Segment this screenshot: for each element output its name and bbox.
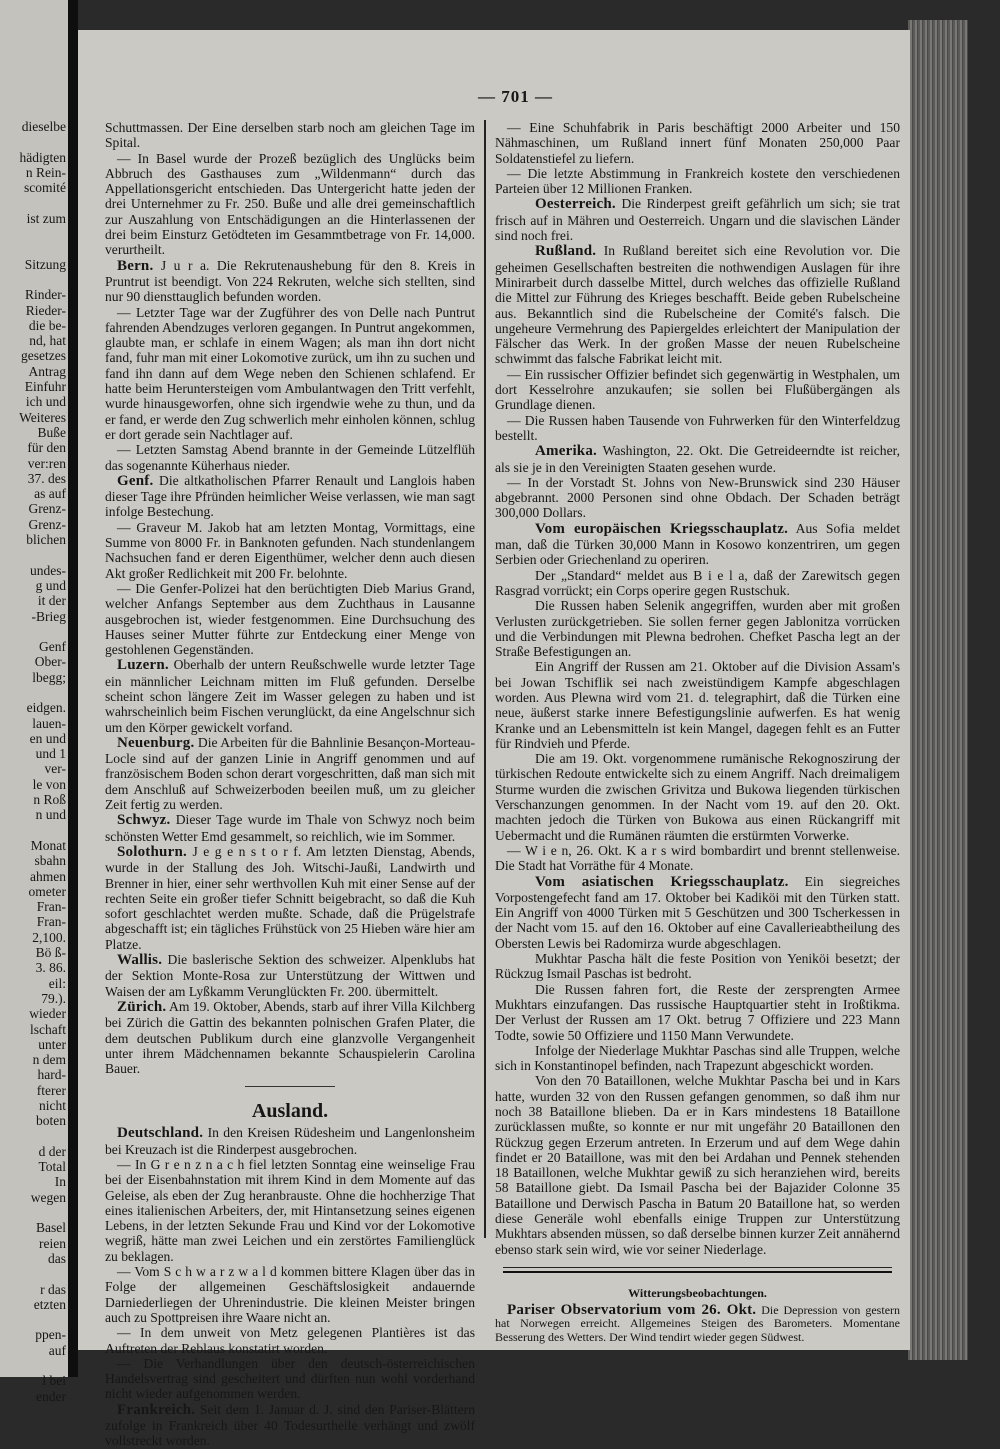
fragment-line: en und [29, 730, 66, 746]
fragment-line: In [54, 1174, 66, 1190]
fragment-line: das [48, 1250, 66, 1266]
fragment-line: Buße [37, 424, 66, 440]
article-dateline: Vom europäischen Kriegsschauplatz. [535, 520, 789, 537]
article-paragraph [495, 598, 900, 659]
weather-lead: Pariser Observatorium vom 26. Okt. [507, 1301, 757, 1318]
fragment-line: Einfuhr [24, 379, 66, 395]
fragment-line: die be- [28, 317, 66, 333]
fragment-line: n dem [32, 1052, 66, 1068]
fragment-line [19, 1205, 66, 1220]
fragment-line: auf [48, 1342, 66, 1358]
fragment-line: lbegg; [32, 669, 66, 685]
article-text: Die baslerische Sektion des schweizer. Alpenklubs hat der Sektion Monte-Rosa zur Unterstützung der Wittwen und Waisen der am Lyßkamm Verunglückten Fr. 200. übermittelt. [105, 952, 475, 999]
fragment-line: ist zum [26, 210, 66, 226]
right-column [495, 120, 900, 1344]
fragment-line: reien [39, 1235, 66, 1251]
article-paragraph [495, 475, 900, 521]
article-paragraph [495, 659, 900, 751]
article-paragraph [105, 844, 475, 952]
article-text: Von den 70 Bataillonen, welche Mukhtar Pascha bei und in Kars hatte, wurden 32 von den Russen gefangen genommen, so daß ihm nur noch 38 Bataillone blieben. Da er in Kars mindestens 18 Bataillone zurücklassen mußte, so konnte er nur mit ungefähr 20 Bataillonen den Rückzug gegen Erzerum antreten. In Erzerum und auf dem Wege dahin findet er 20 Bataillone, was mit den bei Ardahan und Pennek stehenden 18 Bataillonen, welche Mukhtar gewiß zu sich heranziehen wird, bereits 58 Bataillone giebt. Da Ismail Pascha bei der Bajazider Colonne 35 Bataillone und Derwisch Pascha in Batum 20 Bataillone hat, so werden diese Generäle wohl ebenfalls einige Truppen zur Unterstützung Mukhtars absenden müssen, so daß derselbe binnen kurzer Zeit annähernd ebenso stark sein wird, wie vor seiner Niederlage. [495, 1073, 900, 1257]
fragment-line: ender [36, 1388, 66, 1404]
article-paragraph [495, 951, 900, 982]
article-paragraph [105, 1402, 475, 1449]
article-text: Washington, 22. Okt. Die Getreideerndte ist reicher, als sie je in den Vereinigten Staaten gesehen wurde. [495, 443, 900, 475]
fragment-line: Basel [36, 1220, 66, 1236]
article-text: J e g e n s t o r f. Am letzten Dienstag, Abends, wurde in der Stallung des Joh. Witschi-Jaußi, Landwirth und Brenner in hier, einer sehr werthvollen Kuh mit einer Sense auf der rechten Seite ein großer tiefer Schnitt beigebracht, so daß die Kuh sofort geschlachtet werden mußte. Schade, daß die Prügelstrafe abgeschafft ist; ein tägliches Frühstück von 25 Hieben wäre hier am Platze. [105, 843, 475, 952]
adjacent-page-text [19, 119, 66, 1404]
fragment-line [19, 1129, 66, 1144]
adjacent-page-fragment [0, 0, 70, 1404]
article-paragraph [105, 473, 475, 520]
article-paragraph [495, 843, 900, 874]
article-dateline: Wallis. [117, 952, 163, 969]
article-paragraph [495, 1073, 900, 1257]
fragment-line: eidgen. [26, 700, 66, 716]
fragment-line: boten [36, 1113, 66, 1129]
fragment-line: 37. des [27, 470, 66, 486]
fragment-line [19, 547, 66, 562]
fragment-line: Weiteres [19, 409, 66, 425]
article-paragraph [105, 1157, 475, 1264]
article-text: Die altkatholischen Pfarrer Renault und Langlois haben dieser Tage ihre Pfründen heimlicher Weise verlassen, wie man sagt infolge Bestechung. [105, 472, 475, 520]
article-paragraph [495, 243, 900, 366]
article-text: Die Russen haben Selenik angegriffen, wurden aber mit großen Verlusten zurückgetrieben. Sie sollen ferner gegen Jablonitza vorrücken und die Verbindungen mit Plewna bedrohen. Chefket Pascha legt an der Straße Befestigungen an. [495, 598, 900, 660]
weather-report [495, 1301, 901, 1345]
article-text: Oberhalb der untern Reußschwelle wurde letzter Tage ein männlicher Leichnam mitten im Fluß gefunden. Derselbe scheint schon längere Zeit im Wasser gelegen zu haben und ist wahrscheinlich beim Fischen verunglückt, da eine Angelschnur sich um den Körper gewickelt vorfand. [105, 657, 475, 735]
fragment-line: Fran- [36, 914, 66, 930]
fragment-line: ahmen [30, 868, 66, 884]
article-dateline: Vom asiatischen Kriegsschauplatz. [535, 873, 789, 890]
article-dateline: Luzern. [117, 657, 169, 674]
article-text: Der „Standard“ meldet aus B i e l a, daß der Zarewitsch gegen Rasgrad vorrückt; ein Corps operire gegen Rustschuk. [495, 567, 900, 598]
fragment-line: le von [32, 776, 66, 792]
article-text: — Die Genfer-Polizei hat den berüchtigten Dieb Marius Grand, welcher Anfangs September aus dem Zuchthaus in Lausanne ausgebrochen ist, wieder festgenommen. Eine Durchsuchung des Hauses seiner Mutter führte zur Entdeckung einer Menge von gestohlenen Gegenständen. [105, 580, 475, 658]
fragment-line: ver:ren [27, 455, 66, 471]
article-text: Aus Sofia meldet man, daß die Türken 30,000 Mann in Kosowo konzentriren, um gegen Serbien oder Griechenland zu operiren. [495, 520, 900, 568]
fragment-line: ver- [44, 761, 66, 777]
fragment-line: undes- [30, 562, 66, 578]
fragment-line: sbahn [34, 853, 66, 869]
article-paragraph [105, 735, 475, 812]
article-text: Infolge der Niederlage Mukhtar Paschas sind alle Truppen, welche sich in Konstantinopel befinden, nach Trapezunt abgeschickt worden. [495, 1042, 900, 1074]
article-paragraph [495, 166, 900, 197]
article-text: Mukhtar Pascha hält die feste Position von Yeniköi besetzt; der Rückzug Ismail Paschas ist bedroht. [495, 951, 900, 982]
article-text: Dieser Tage wurde im Thale von Schwyz noch beim schönsten Wetter Emd gesammelt, so reichlich, wie im Sommer. [105, 812, 475, 844]
article-text: — Die Russen haben Tausende von Fuhrwerken für den Winterfeldzug bestellt. [495, 412, 900, 443]
article-dateline: Schwyz. [117, 812, 171, 829]
article-paragraph [105, 812, 475, 844]
article-paragraph [105, 1264, 475, 1325]
article-paragraph [105, 1356, 475, 1402]
article-paragraph [105, 258, 475, 305]
fragment-line: lschaft [30, 1021, 66, 1037]
fragment-line [19, 195, 66, 210]
article-text: — W i e n, 26. Okt. K a r s wird bombardirt und brennt stellenweise. Die Stadt hat Vorräthe für 4 Monate. [495, 842, 900, 874]
fragment-line: Antrag [28, 363, 66, 379]
article-text: — Graveur M. Jakob hat am letzten Montag, Vormittags, eine Summe von 8000 Fr. in Banknoten gefunden. Nach stundenlangem Nachsuchen fand er deren Eigenthümer, welcher denn auch diesen Akt großer Redlichkeit mit 200 Fr. belohnte. [105, 519, 475, 581]
fragment-line: für den [27, 440, 66, 456]
ausland-articles [105, 1125, 475, 1448]
fragment-line: g und [35, 577, 66, 593]
left-column-articles [105, 120, 475, 1076]
fragment-line: -Brieg [31, 608, 66, 624]
article-paragraph [105, 1125, 475, 1157]
article-paragraph [495, 982, 900, 1043]
fragment-line [19, 624, 66, 639]
fragment-line: Bö ß- [35, 945, 66, 961]
page-edges [908, 20, 968, 1360]
article-dateline: Frankreich. [117, 1401, 196, 1418]
fragment-line [19, 1266, 66, 1281]
fragment-line: hädigten [19, 149, 66, 165]
article-text: — Die Verhandlungen über den deutsch-österreichischen Handelsvertrag sind gescheitert und dürften nun wohl vorderhand nicht wieder aufgenommen werden. [105, 1355, 475, 1402]
article-text: Ein Angriff der Russen am 21. Oktober auf die Division Assam's bei Jowan Tschiflik sei nach zweistündigem Kampfe abgeschlagen worden. Aus Plewna wird vom 21. d. telegraphirt, daß die Türken eine neue, äußerst starke innere Befestigungslinie aufwerfen. Es hat wenig Kranke und an Lebensmitteln ist kein Mangel, dagegen fehlt es an Futter für Rindvieh und Pferde. [495, 659, 900, 751]
fragment-line: unter [38, 1036, 66, 1052]
article-dateline: Zürich. [117, 998, 167, 1015]
fragment-line: d der [38, 1143, 66, 1159]
article-text: — In Basel wurde der Prozeß bezüglich des Unglücks beim Abbruch des Gasthauses zum „Wildenmann“ durch das Appellationsgericht entschieden. Das Untergericht hatte jeden der drei Unternehmer zu Fr. 250. Buße und alle drei gemeinschaftlich zur Auszahlung von Entschädigungen an die Hinterlassenen der drei beim Einsturz Getödteten im Gesammtbetrage von Fr. 14,000. verurtheilt. [105, 150, 475, 258]
fragment-line: 79.). [41, 990, 66, 1006]
fragment-line [19, 1312, 66, 1327]
article-paragraph [105, 952, 475, 999]
article-paragraph [105, 657, 475, 734]
fragment-line: und 1 [35, 746, 66, 762]
article-dateline: Amerika. [535, 443, 598, 460]
fragment-line: as auf [34, 486, 66, 502]
fragment-line: fterer [36, 1082, 66, 1098]
article-text: — In dem unweit von Metz gelegenen Plantières ist das Auftreten der Reblaus konstatirt worden. [105, 1325, 475, 1356]
article-text: Die Arbeiten für die Bahnlinie Besançon-Morteau-Locle sind auf der ganzen Linie in Angriff genommen und auf französischem Boden schon derart vorgeschritten, daß man sich mit dem Anschluß auf Schweizerboden beeilen muß, um zu gleicher Zeit fertig zu werden. [105, 734, 475, 813]
article-paragraph [495, 413, 900, 444]
left-column [105, 120, 475, 1449]
article-paragraph [495, 196, 900, 243]
fragment-line: nd, hat [29, 333, 66, 349]
fragment-line: it der [37, 593, 66, 609]
article-text: — Letzter Tage war der Zugführer des von Delle nach Puntrut fahrenden Abendzuges verloren gegangen. In Puntrut angekommen, glaubte man, er schlafe in einem Wagen; als man ihn dort nicht fand, fuhr man mit einer Lokomotive zurück, um ihn zu suchen und fand ihn dann auf dem Wege neben den Schienen schlafend. Er hatte beim Heruntersteigen vom Ambulantwagen den Tritt verfehlt, wurde hinausgeworfen, ohne sich irgendwie wehe zu thun, und da er fand, er werde den Zug schwerlich mehr einholen können, schlug er dort gerade sein Nachtlager auf. [105, 304, 475, 442]
article-paragraph [105, 1325, 475, 1356]
fragment-line: lauen- [32, 715, 66, 731]
article-paragraph [105, 999, 475, 1076]
article-text: Am 19. Oktober, Abends, starb auf ihrer Villa Kilchberg bei Zürich die Gattin des bekannten polnischen Grafen Plater, die dem deutschen Publikum durch eine glanzvolle Vergangenheit unter ihrem Mädchennamen bekannte Schauspielerin Carolina Bauer. [105, 998, 475, 1077]
section-heading-ausland: Ausland. [251, 1100, 329, 1123]
fragment-line [19, 823, 66, 838]
fragment-line: Sitzung [24, 256, 66, 272]
article-text: Seit dem 1. Januar d. J. sind den Pariser-Blättern zufolge in Frankreich über 40 Todesurtheile verhängt und zwölf vollstreckt worden. [105, 1401, 476, 1449]
article-text: — Vom S c h w a r z w a l d kommen bittere Klagen über das in Folge der allgemeinen Geschäftslosigkeit andauernde Darniederliegen der Uhrenindustrie. Die kleinen Meister bringen auch zu Spottpreisen ihre Waare nicht an. [105, 1264, 475, 1325]
fragment-line: wegen [30, 1189, 66, 1205]
fragment-line: etzten [33, 1296, 66, 1312]
fragment-line: ometer [28, 883, 66, 899]
fragment-line [19, 272, 66, 287]
article-dateline: Solothurn. [117, 843, 187, 860]
article-paragraph [105, 120, 475, 151]
article-paragraph [105, 305, 475, 443]
fragment-line: nicht [39, 1098, 66, 1113]
article-paragraph [495, 367, 900, 413]
fragment-line: ich und [25, 394, 66, 410]
fragment-line: Grenz- [28, 516, 66, 532]
weather-heading: Witterungsbeobachtungen. [628, 1285, 767, 1300]
article-text: Schuttmassen. Der Eine derselben starb noch am gleichen Tage im Spital. [105, 120, 475, 151]
fragment-line: l bei [42, 1373, 66, 1389]
article-paragraph [495, 874, 900, 951]
fragment-line: ppen- [35, 1327, 66, 1343]
fragment-line: wieder [29, 1006, 66, 1022]
article-paragraph [105, 151, 475, 258]
fragment-line [19, 685, 66, 700]
fragment-line: n und [35, 807, 66, 823]
newspaper-page [78, 30, 910, 1449]
fragment-line [19, 241, 66, 256]
right-column-articles [495, 120, 900, 1257]
article-text: In Rußland bereitet sich eine Revolution vor. Die geheimen Gesellschaften bestreiten die nothwendigen Auslagen für ihre Minirarbeit durch dasselbe Mittel, durch welches das offizielle Rußland die Mittel zur Führung des Krieges beschafft. Beide geben Rubelscheine aus. Bekanntlich sind die Rubelscheine der Comité's falsch. Die ungeheure Vermehrung des Papiergeldes erleichtert der Manipulation der Fälscher das Werk. In der großen Masse der neuen Rubelscheine schwimmt das falsche Fabrikat leicht mit. [495, 243, 900, 367]
fragment-line: blichen [26, 532, 66, 548]
article-text: J u r a. Die Rekrutenaushebung für den 8. Kreis in Pruntrut ist beendigt. Von 224 Rekruten, welche sich stellten, sind nur 90 diensttauglich befunden worden. [105, 257, 475, 305]
article-dateline: Genf. [117, 472, 154, 489]
article-dateline: Oesterreich. [535, 196, 616, 213]
article-text: Ein siegreiches Vorpostengefecht fand am 17. Oktober bei Kadiköi mit den Türken statt. Ein Angriff von 4000 Türken mit 5 Geschützen und 300 Tscherkessen in der Nacht vom 15. auf den 16. Oktober auf eine Cavallerieabtheilung des Obersten Lewis bei Radomirza wurde abgeschlagen. [495, 873, 900, 951]
article-text: Die Rinderpest greift gefährlich um sich; sie trat frisch auf in Mähren und Oesterreich. Ungarn und die slavischen Länder sind noch frei. [495, 196, 900, 244]
article-text: — In G r e n z n a c h fiel letzten Sonntag eine weinselige Frau bei der Eisenbahnstation mit ihrem Kind in dem Momente auf das Geleise, als eben der Zug heranbrauste. Ohne die hochherzige That eines italienischen Arbeiters, der, mit Hintansetzung seines eigenen Lebens, in der letzten Sekunde Frau und Kind vor der Lokomotive wegriß, hätte man zwei Leichen und ein zerstörtes Familienglück zu beklagen. [105, 1157, 475, 1264]
fragment-line [19, 1358, 66, 1373]
article-paragraph [495, 751, 900, 843]
fragment-line: hard- [37, 1067, 66, 1083]
article-dateline: Bern. [117, 257, 154, 274]
fragment-line: eil: [48, 975, 66, 991]
fragment-line: scomité [24, 180, 66, 196]
article-dateline: Rußland. [535, 243, 597, 260]
article-text: — Die letzte Abstimmung in Frankreich kostete den verschiedenen Parteien über 12 Millionen Franken. [495, 165, 900, 197]
article-paragraph [495, 568, 900, 599]
article-paragraph [495, 120, 900, 166]
fragment-line: dieselbe [21, 119, 66, 134]
fragment-line: Genf [39, 639, 66, 655]
article-paragraph [105, 442, 475, 473]
column-rule [484, 120, 486, 1238]
article-text: — Letzten Samstag Abend brannte in der Gemeinde Lützelflüh das sogenannte Küherhaus nieder. [105, 442, 475, 473]
fragment-line: Monat [30, 837, 66, 853]
article-paragraph [105, 520, 475, 581]
fragment-line: Rieder- [25, 302, 66, 318]
fragment-line: 2,100. [32, 929, 66, 945]
fragment-line [19, 134, 66, 149]
page-number: — 701 — [478, 87, 553, 106]
article-text: Die am 19. Okt. vorgenommene rumänische Rekognoszirung der türkischen Redoute entwickelte sich zu einem Angriff. Nach dreimaligem Sturme wurden die zwischen Grivitza und Bukowa liegenden türkischen Verschanzungen genommen. In der Nacht vom 19. auf den 20. Okt. machten jedoch die Türken von Bukowa aus einen Rückangriff mit Uebermacht und die Rumänen räumten die erstürmten Vorwerke. [495, 751, 900, 843]
double-rule [503, 1267, 892, 1273]
fragment-line: Fran- [36, 899, 66, 915]
fragment-line: r das [40, 1281, 66, 1297]
weather-text: Die Depression von gestern hat Norwegen erreicht. Allgemeines Steigen des Barometers. Momentane Besserung des Wetters. Der Wind tendirt wieder gegen Südwest. [495, 1302, 901, 1344]
article-text: — Ein russischer Offizier befindet sich gegenwärtig in Westphalen, um dort Kesselrohre anzukaufen; sie sollen bei Flußübergängen als Grundlage dienen. [495, 366, 900, 413]
article-text: Die Russen fahren fort, die Reste der zersprengten Armee Mukhtars einzufangen. Das russische Hauptquartier steht in Iroßtikma. Der Verlust der Russen am 17 Okt. betrug 7 Offiziere und 223 Mann Todte, sowie 50 Offiziere und 1150 Mann Verwundete. [495, 981, 900, 1043]
fragment-line: Rinder- [25, 287, 66, 303]
fragment-line: Grenz- [28, 501, 66, 517]
article-text: In den Kreisen Rüdesheim und Langenlonsheim bei Kreuzach ist die Rinderpest ausgebrochen. [105, 1125, 475, 1157]
fragment-line: Total [38, 1159, 66, 1175]
article-text: — In der Vorstadt St. Johns von New-Brunswick sind 230 Häuser abgebrannt. 2000 Personen sind ohne Obdach. Der Schaden beträgt 300,000 Dollars. [495, 474, 900, 521]
fragment-line: n Roß [33, 792, 66, 808]
article-paragraph [495, 443, 900, 475]
fragment-line: 3. 86. [35, 960, 66, 976]
fragment-line [19, 226, 66, 241]
article-text: — Eine Schuhfabrik in Paris beschäftigt 2000 Arbeiter und 150 Nähmaschinen, um Rußland innert fünf Monaten 250,000 Paar Soldatenstiefel zu liefern. [495, 120, 900, 166]
article-dateline: Neuenburg. [117, 734, 195, 751]
article-dateline: Deutschland. [117, 1125, 204, 1142]
book-gutter [68, 0, 78, 1377]
article-paragraph [495, 521, 900, 568]
article-paragraph [495, 1043, 900, 1074]
article-paragraph [105, 581, 475, 657]
section-divider [245, 1086, 335, 1087]
fragment-line: gesetzes [21, 348, 66, 364]
fragment-line: n Rein- [25, 164, 66, 180]
fragment-line: Ober- [34, 654, 66, 670]
